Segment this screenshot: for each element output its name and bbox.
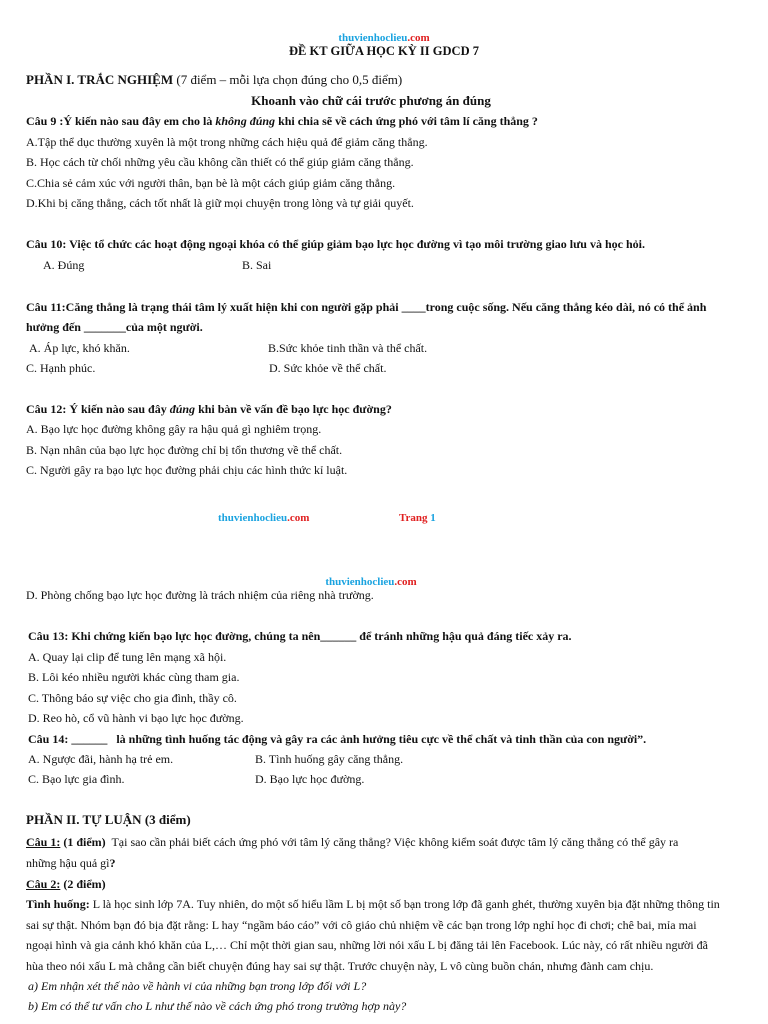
essay-q2-part-a: a) Em nhận xét thế nào về hành vi của những bạn trong lớp đối với L? [28, 979, 367, 993]
part1-note: (7 điểm – mỗi lựa chọn đúng cho 0,5 điểm) [176, 72, 403, 87]
q10-option-b: B. Sai [242, 258, 272, 272]
watermark-tld: .com [407, 32, 430, 44]
q10-option-a: A. Đúng [43, 258, 85, 272]
situation-line2: sai sự thật. Nhóm bạn đó bịa đặt rằng: L hay “ngầm báo cáo” với cô giáo chủ nhiệm về các bạn trong lớp nghỉ học đi chơi; chê bai, mỉa mai [26, 918, 697, 932]
exam-title: ĐỀ KT GIỮA HỌC KỲ II GDCD 7 [289, 44, 479, 58]
q11-option-c: C. Hạnh phúc. [26, 361, 96, 375]
essay-q1-line2 [26, 855, 116, 871]
part2-heading: PHẦN II. TỰ LUẬN (3 điểm) [26, 812, 191, 827]
essay-q1-end: ? [109, 856, 116, 870]
q9-stem [26, 113, 538, 129]
q9-option-d: D.Khi bị căng thẳng, cách tốt nhất là giữ mọi chuyện trong lòng và tự giải quyết. [26, 196, 414, 210]
footer-watermark [218, 512, 309, 524]
essay-q1-text: Tại sao cần phải biết cách ứng phó với tâm lý căng thẳng? Việc không kiểm soát được tâm lý căng thẳng có thể gây ra [111, 835, 679, 849]
essay-q2-label: Câu 2: [26, 877, 61, 891]
q14-stem [28, 731, 646, 747]
q12-option-b: B. Nạn nhân của bạo lực học đường chỉ bị tổn thương về thể chất. [26, 443, 343, 457]
q13-stem: Câu 13: Khi chứng kiến bạo lực học đường, chúng ta nên______ để tránh những hậu quả đáng tiếc xảy ra. [28, 629, 572, 643]
q14-option-c: C. Bạo lực gia đình. [28, 772, 125, 786]
q9-option-b: B. Học cách từ chối những yêu cầu không cần thiết có thể giúp giảm căng thẳng. [26, 155, 414, 169]
q10-stem: Câu 10: Việc tổ chức các hoạt động ngoại khóa có thể giúp giảm bạo lực học đường vì tạo môi trường giao lưu và học hỏi. [26, 237, 645, 251]
q9-option-a: A.Tập thể dục thường xuyên là một trong những cách hiệu quả để giảm căng thẳng. [26, 135, 428, 149]
q14-text: là những tình huống tác động và gây ra các ảnh hưởng tiêu cực về thể chất và tinh thần của con người”. [116, 732, 647, 746]
page2-watermark-tld: .com [394, 576, 417, 588]
q9-prefix: Câu 9 :Ý kiến nào sau đây em cho là [26, 114, 216, 128]
q12-emphasis: đúng [169, 402, 196, 416]
q11-stem-line1: Câu 11:Căng thẳng là trạng thái tâm lý xuất hiện khi con người gặp phải ____trong cuộc sống. Nếu căng thẳng kéo dài, nó có thể ảnh [26, 300, 707, 314]
q12-option-a: A. Bạo lực học đường không gây ra hậu quả gì nghiêm trọng. [26, 422, 322, 436]
essay-q2-heading [26, 876, 106, 892]
essay-q1-line1 [26, 834, 678, 850]
watermark-brand: thuvienhoclieu [338, 32, 408, 44]
q12-suffix: khi bàn về vấn đề bạo lực học đường? [195, 402, 392, 416]
q12-option-d: D. Phòng chống bạo lực học đường là trách nhiệm của riêng nhà trường. [26, 588, 374, 602]
situation-line4: hùa theo nói xấu L mà chẳng cần biết chuyện đúng hay sai sự thật. Trước chuyện này, L vô cùng buồn chán, nhưng đành cam chịu. [26, 959, 654, 973]
q12-option-c: C. Người gây ra bạo lực học đường phải chịu các hình thức kỉ luật. [26, 463, 348, 477]
q11-stem-line2: hưởng đến _______của một người. [26, 320, 203, 334]
q9-option-c: C.Chia sẻ cảm xúc với người thân, bạn bè là một cách giúp giảm căng thẳng. [26, 176, 396, 190]
essay-q1-label: Câu 1: [26, 835, 61, 849]
q12-prefix: Câu 12: Ý kiến nào sau đây [26, 402, 170, 416]
page2-watermark-brand: thuvienhoclieu [325, 576, 395, 588]
header-watermark [0, 32, 768, 44]
q9-suffix: khi chia sẽ về cách ứng phó với tâm lí căng thẳng ? [275, 114, 538, 128]
essay-q1-text-cont: những hậu quả gì [26, 856, 110, 870]
q12-stem [26, 401, 392, 417]
part1-heading [26, 72, 402, 88]
q14-option-d: D. Bạo lực học đường. [255, 772, 365, 786]
q9-emphasis: không đúng [215, 114, 276, 128]
essay-q1-points: (1 điểm) [63, 835, 106, 849]
essay-q2-points: (2 điểm) [63, 877, 106, 891]
footer-watermark-brand: thuvienhoclieu [218, 512, 288, 524]
q11-option-b: B.Sức khỏe tinh thần và thể chất. [268, 341, 428, 355]
instruction: Khoanh vào chữ cái trước phương án đúng [251, 93, 491, 108]
page-number [399, 512, 436, 524]
q14-option-b: B. Tình huống gây căng thẳng. [255, 752, 404, 766]
q13-option-a: A. Quay lại clip để tung lên mạng xã hội. [28, 650, 227, 664]
part1-heading-text: PHẦN I. TRẮC NGHIỆM [26, 72, 174, 87]
q13-option-d: D. Reo hò, cổ vũ hành vi bạo lực học đường. [28, 711, 244, 725]
situation-line3: ngoại hình và gia cảnh khó khăn của L,… Chỉ một thời gian sau, những lời nói xấu L bị đăng tải lên Facebook. Lúc này, có rất nhiều người đã [26, 938, 709, 952]
q11-option-a: A. Áp lực, khó khăn. [29, 341, 130, 355]
situation-label: Tình huống: [26, 897, 90, 911]
situation-text-1: L là học sinh lớp 7A. Tuy nhiên, do một số hiểu lầm L bị một số bạn trong lớp đã ganh ghét, thường xuyên bịa đặt những thông tin [92, 897, 720, 911]
q13-option-c: C. Thông báo sự việc cho gia đình, thầy cô. [28, 691, 237, 705]
q14-option-a: A. Ngược đãi, hành hạ trẻ em. [28, 752, 174, 766]
essay-q2-part-b: b) Em có thể tư vấn cho L như thế nào về cách ứng phó trong trường hợp này? [28, 999, 407, 1013]
situation-line1 [26, 896, 720, 912]
q13-option-b: B. Lôi kéo nhiều người khác cùng tham gia. [28, 670, 240, 684]
footer-watermark-tld: .com [287, 512, 310, 524]
q14-label: Câu 14: ______ [28, 732, 108, 746]
page-number-value: 1 [430, 512, 436, 524]
q11-option-d: D. Sức khỏe về thể chất. [269, 361, 387, 375]
page-label: Trang [399, 512, 428, 524]
